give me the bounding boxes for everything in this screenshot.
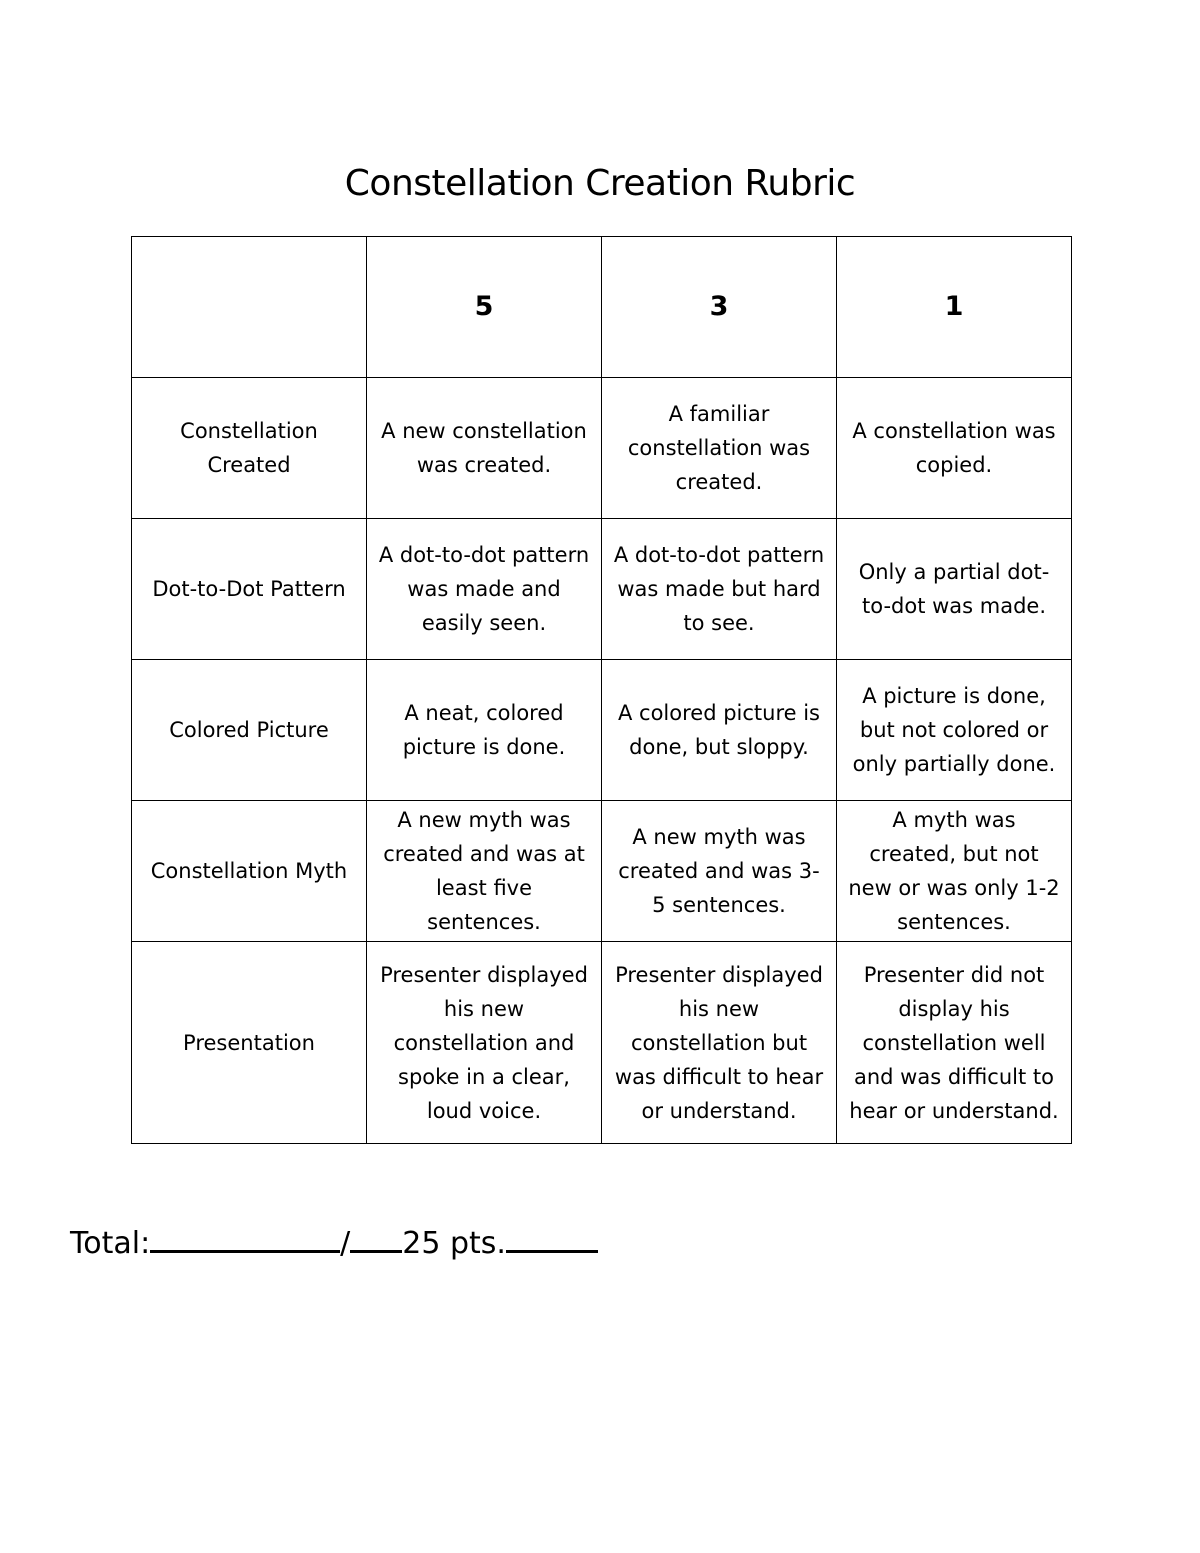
rubric-cell: A myth was created, but not new or was only 1-2 sentences.: [837, 801, 1072, 942]
total-score-line: [70, 1216, 598, 1265]
rubric-cell: Presenter displayed his new constellation but was difficult to hear or understand.: [602, 942, 837, 1144]
rubric-cell: A dot-to-dot pattern was made but hard to see.: [602, 519, 837, 660]
criterion-cell: Constellation Created: [132, 378, 367, 519]
rubric-cell: A new constellation was created.: [367, 378, 602, 519]
points-blank[interactable]: [350, 1216, 402, 1253]
rubric-cell: A new myth was created and was 3-5 sentences.: [602, 801, 837, 942]
criterion-cell: Colored Picture: [132, 660, 367, 801]
rubric-cell: A colored picture is done, but sloppy.: [602, 660, 837, 801]
rubric-cell: A dot-to-dot pattern was made and easily seen.: [367, 519, 602, 660]
max-points: 25 pts.: [402, 1226, 506, 1261]
rubric-cell: Presenter did not display his constellation well and was difficult to hear or understand.: [837, 942, 1072, 1144]
score-header-3: 3: [602, 237, 837, 378]
criterion-cell: Constellation Myth: [132, 801, 367, 942]
criterion-cell: Presentation: [132, 942, 367, 1144]
header-row: [132, 237, 1072, 378]
rubric-cell: A new myth was created and was at least five sentences.: [367, 801, 602, 942]
rubric-cell: A neat, colored picture is done.: [367, 660, 602, 801]
table-row: [132, 660, 1072, 801]
table-row: [132, 378, 1072, 519]
header-corner-cell: [132, 237, 367, 378]
total-label: Total:: [70, 1226, 151, 1261]
rubric-cell: A constellation was copied.: [837, 378, 1072, 519]
rubric-cell: A familiar constellation was created.: [602, 378, 837, 519]
score-blank[interactable]: [150, 1216, 340, 1253]
rubric-cell: A picture is done, but not colored or only partially done.: [837, 660, 1072, 801]
table-row: [132, 942, 1072, 1144]
rubric-table: [131, 236, 1072, 1144]
score-header-5: 5: [367, 237, 602, 378]
score-header-1: 1: [837, 237, 1072, 378]
rubric-cell: Presenter displayed his new constellation and spoke in a clear, loud voice.: [367, 942, 602, 1144]
rubric-cell: Only a partial dot-to-dot was made.: [837, 519, 1072, 660]
table-row: [132, 801, 1072, 942]
trailing-blank[interactable]: [506, 1216, 598, 1253]
table-row: [132, 519, 1072, 660]
total-separator: /: [340, 1226, 351, 1261]
criterion-cell: Dot-to-Dot Pattern: [132, 519, 367, 660]
page-title: Constellation Creation Rubric: [344, 163, 856, 204]
